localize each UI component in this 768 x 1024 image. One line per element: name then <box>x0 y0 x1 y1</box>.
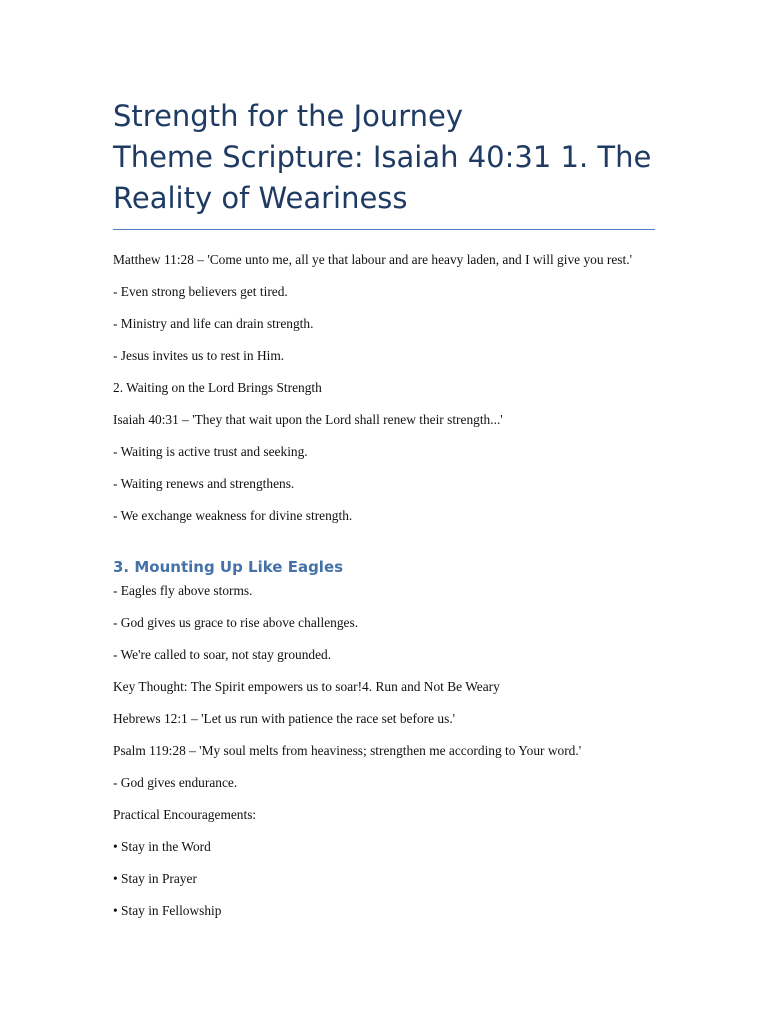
verse-matthew: Matthew 11:28 – 'Come unto me, all ye that labour and are heavy laden, and I will give you rest.' <box>113 252 632 267</box>
verse-psalm: Psalm 119:28 – 'My soul melts from heaviness; strengthen me according to Your word.' <box>113 743 582 758</box>
title-line-2: Theme Scripture: Isaiah 40:31 1. The <box>113 140 652 174</box>
list-item: - Eagles fly above storms. <box>113 583 253 598</box>
title-divider <box>113 229 655 230</box>
list-item: - Jesus invites us to rest in Him. <box>113 348 285 363</box>
list-item: - God gives us grace to rise above challenges. <box>113 615 359 630</box>
title-line-1: Strength for the Journey <box>113 99 464 133</box>
title-line-3: Reality of Weariness <box>113 181 408 215</box>
list-item: • Stay in Prayer <box>113 871 197 886</box>
verse-isaiah: Isaiah 40:31 – 'They that wait upon the Lord shall renew their strength...' <box>113 412 503 427</box>
list-item: • Stay in the Word <box>113 839 211 854</box>
list-item: - Even strong believers get tired. <box>113 284 288 299</box>
section-3-heading: 3. Mounting Up Like Eagles <box>113 558 344 576</box>
document-title <box>113 96 655 219</box>
list-item: - Ministry and life can drain strength. <box>113 316 314 331</box>
list-item: - We're called to soar, not stay grounded. <box>113 647 332 662</box>
document-page <box>113 96 655 934</box>
list-item: - Waiting renews and strengthens. <box>113 476 295 491</box>
key-thought: Key Thought: The Spirit empowers us to soar!4. Run and Not Be Weary <box>113 679 500 694</box>
section-2-heading: 2. Waiting on the Lord Brings Strength <box>113 380 322 395</box>
list-item: - God gives endurance. <box>113 775 238 790</box>
list-item: - Waiting is active trust and seeking. <box>113 444 308 459</box>
list-item: - We exchange weakness for divine strength. <box>113 508 353 523</box>
encouragements-label: Practical Encouragements: <box>113 807 257 822</box>
verse-hebrews: Hebrews 12:1 – 'Let us run with patience the race set before us.' <box>113 711 456 726</box>
list-item: • Stay in Fellowship <box>113 903 222 918</box>
